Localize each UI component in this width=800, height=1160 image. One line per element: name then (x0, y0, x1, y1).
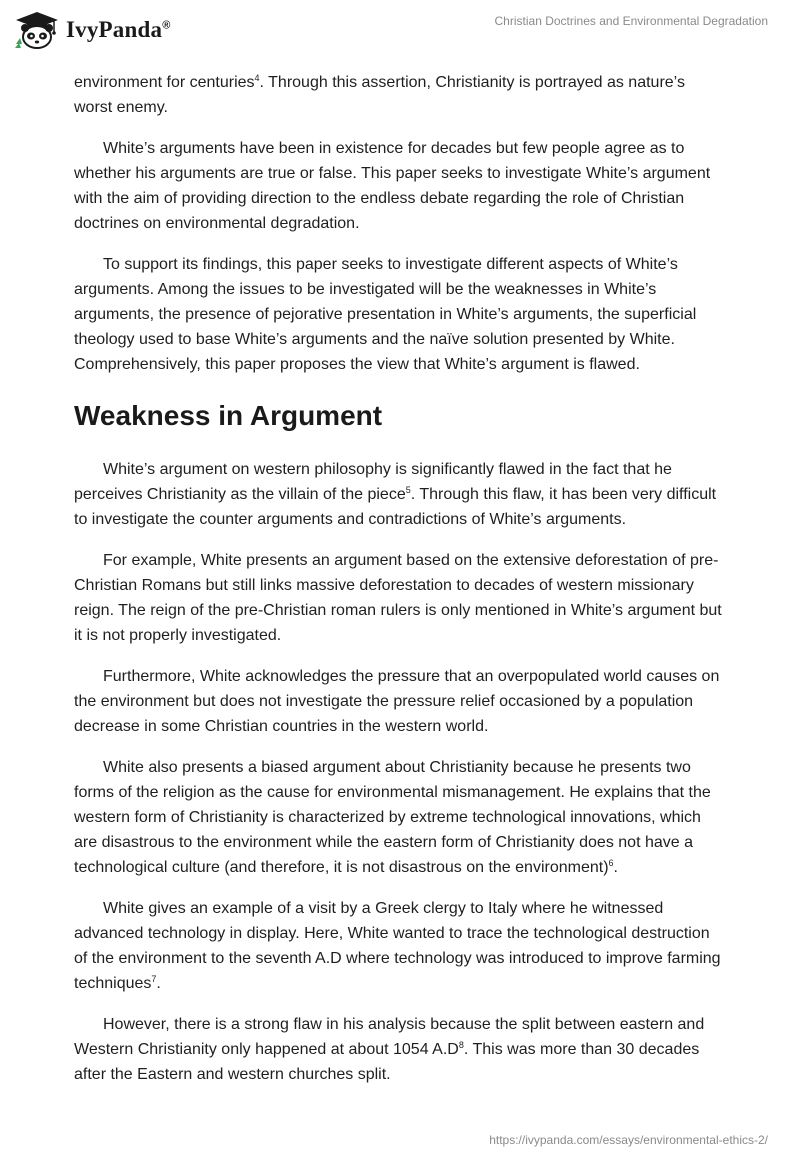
footnote-ref[interactable]: 5 (405, 485, 411, 495)
section-heading: Weakness in Argument (74, 400, 383, 431)
paragraph: White’s arguments have been in existence for decades but few people agree as to whether his arguments are true or false. This paper seeks to investigate White’s argument with the aim of providing direction to the endless debate regarding the role of Christian doctrines on environmental degradation. (74, 140, 711, 232)
paragraph: White gives an example of a visit by a Greek clergy to Italy where he witnessed advanced technology in display. Here, White wanted to trace the technological destruction of the environment to the seventh A.D where technology was introduced to improve farming techniques$^7$. (74, 900, 721, 992)
logo-wordmark: IvyPanda® (66, 17, 171, 42)
essay-body (74, 70, 726, 1103)
document-title: Christian Doctrines and Environmental Degradation (494, 14, 768, 28)
paragraph: For example, White presents an argument based on the extensive deforestation of pre-Christian Romans but still links massive deforestation to decades of western missionary reign. The reign of the pre-Christian roman rulers is only mentioned in White’s argument but it is not properly investigated. (74, 552, 722, 644)
ivypanda-logo[interactable] (14, 10, 171, 50)
paragraph: To support its findings, this paper seeks to investigate different aspects of White’s arguments. Among the issues to be investigated will be the weaknesses in White’s arguments, the presence of pejorative presentation in White’s arguments, the superficial theology used to base White’s arguments and the naïve solution presented by White. Comprehensively, this paper proposes the view that White’s argument is flawed. (74, 256, 697, 373)
paragraph: However, there is a strong flaw in his analysis because the split between eastern and Western Christianity only happened at about 1054 A.D$^8$. This was more than 30 decades after the Eastern and western churches split. (74, 1016, 705, 1083)
footnote-ref[interactable]: 7 (151, 974, 157, 984)
paragraph: Furthermore, White acknowledges the pressure that an overpopulated world causes on the environment but does not investigate the pressure relief occasioned by a population decrease in some Christian countries in the western world. (74, 668, 720, 735)
source-url-link[interactable]: https://ivypanda.com/essays/environmental-ethics-2/ (489, 1133, 768, 1147)
panda-graduate-icon (14, 10, 60, 50)
footnote-ref[interactable]: 4 (254, 73, 260, 83)
footnote-ref[interactable]: 6 (608, 858, 614, 868)
footnote-ref[interactable]: 8 (458, 1040, 464, 1050)
page-header (0, 0, 800, 62)
paragraph: White also presents a biased argument about Christianity because he presents two forms of the religion as the cause for environmental mismanagement. He explains that the western form of Christianity is characterized by extreme technological innovations, which are disastrous to the environment while the eastern form of Christianity does not have a technological culture (and therefore, it is not disastrous on the environment)$^6$. (74, 759, 711, 876)
paragraph: White’s argument on western philosophy is significantly flawed in the fact that he perceives Christianity as the villain of the piece$^5$. Through this flaw, it has been very difficult to investigate the counter arguments and contradictions of White’s arguments. (74, 461, 717, 528)
paragraph: environment for centuries$^4$. Through this assertion, Christianity is portrayed as nature’s worst enemy. (74, 73, 685, 116)
